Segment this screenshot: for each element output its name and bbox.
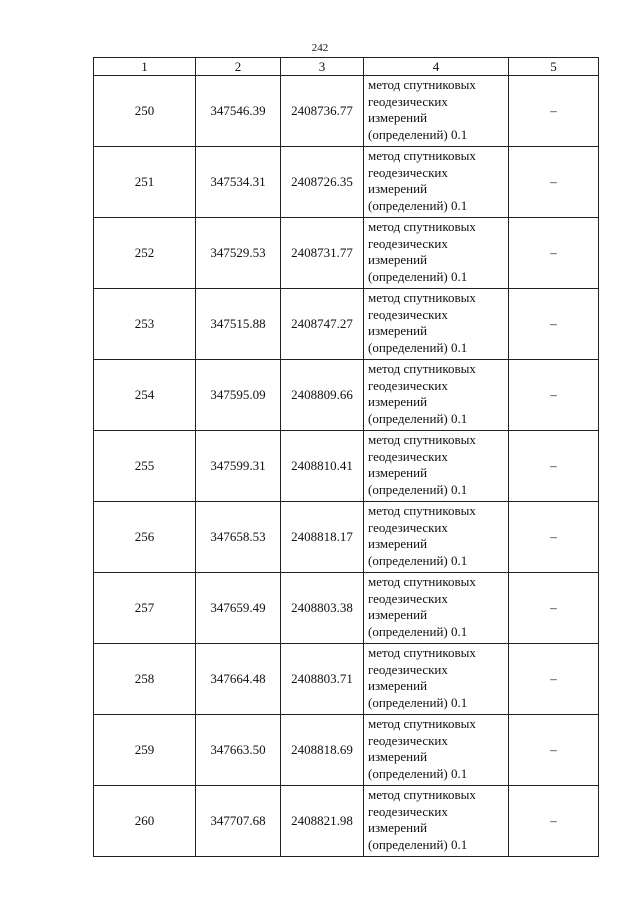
method-line: метод спутниковых [368, 77, 476, 92]
method-line: метод спутниковых [368, 787, 476, 802]
page-number: 242 [311, 42, 329, 54]
method-line: измерений [368, 607, 428, 622]
method-line: метод спутниковых [368, 645, 476, 660]
table-row [94, 218, 599, 289]
method-line: измерений [368, 820, 428, 835]
method-line: (определений) 0.1 [368, 552, 468, 568]
note-cell: – [509, 431, 599, 502]
column-header: 1 [94, 58, 196, 76]
x-coordinate-cell: 347664.48 [196, 644, 281, 715]
x-coordinate-cell: 347663.50 [196, 715, 281, 786]
method-cell [364, 644, 509, 715]
method-line: геодезических [368, 377, 448, 393]
table-row [94, 502, 599, 573]
coordinates-table [93, 57, 599, 857]
table-row [94, 715, 599, 786]
x-coordinate-cell: 347659.49 [196, 573, 281, 644]
method-line: геодезических [368, 306, 448, 322]
method-line: метод спутниковых [368, 574, 476, 589]
column-header: 4 [364, 58, 509, 76]
method-line: геодезических [368, 235, 448, 251]
method-line: (определений) 0.1 [368, 765, 468, 781]
table-row [94, 786, 599, 857]
x-coordinate-cell: 347658.53 [196, 502, 281, 573]
method-line: измерений [368, 678, 428, 693]
table-row [94, 289, 599, 360]
y-coordinate-cell: 2408731.77 [281, 218, 364, 289]
method-cell [364, 289, 509, 360]
method-cell [364, 76, 509, 147]
method-line: измерений [368, 465, 428, 480]
method-line: геодезических [368, 519, 448, 535]
y-coordinate-cell: 2408803.38 [281, 573, 364, 644]
method-line: (определений) 0.1 [368, 836, 468, 852]
note-cell: – [509, 218, 599, 289]
note-cell: – [509, 644, 599, 715]
method-line: (определений) 0.1 [368, 623, 468, 639]
note-cell: – [509, 502, 599, 573]
method-line: метод спутниковых [368, 716, 476, 731]
x-coordinate-cell: 347599.31 [196, 431, 281, 502]
point-number-cell: 258 [94, 644, 196, 715]
note-cell: – [509, 786, 599, 857]
method-line: (определений) 0.1 [368, 694, 468, 710]
method-line: геодезических [368, 448, 448, 464]
y-coordinate-cell: 2408803.71 [281, 644, 364, 715]
x-coordinate-cell: 347595.09 [196, 360, 281, 431]
method-line: геодезических [368, 590, 448, 606]
x-coordinate-cell: 347529.53 [196, 218, 281, 289]
note-cell: – [509, 147, 599, 218]
note-cell: – [509, 360, 599, 431]
table-header-row [94, 58, 599, 76]
y-coordinate-cell: 2408726.35 [281, 147, 364, 218]
method-line: геодезических [368, 93, 448, 109]
method-line: геодезических [368, 803, 448, 819]
table-row [94, 431, 599, 502]
method-cell [364, 786, 509, 857]
method-line: (определений) 0.1 [368, 197, 468, 213]
method-line: метод спутниковых [368, 148, 476, 163]
method-line: измерений [368, 110, 428, 125]
point-number-cell: 253 [94, 289, 196, 360]
method-line: метод спутниковых [368, 219, 476, 234]
point-number-cell: 254 [94, 360, 196, 431]
method-line: измерений [368, 749, 428, 764]
method-cell [364, 573, 509, 644]
note-cell: – [509, 715, 599, 786]
method-cell [364, 218, 509, 289]
note-cell: – [509, 76, 599, 147]
point-number-cell: 255 [94, 431, 196, 502]
method-line: измерений [368, 252, 428, 267]
table-row [94, 360, 599, 431]
y-coordinate-cell: 2408736.77 [281, 76, 364, 147]
method-cell [364, 147, 509, 218]
method-line: (определений) 0.1 [368, 339, 468, 355]
note-cell: – [509, 289, 599, 360]
x-coordinate-cell: 347546.39 [196, 76, 281, 147]
method-line: геодезических [368, 732, 448, 748]
y-coordinate-cell: 2408747.27 [281, 289, 364, 360]
point-number-cell: 251 [94, 147, 196, 218]
method-cell [364, 502, 509, 573]
x-coordinate-cell: 347515.88 [196, 289, 281, 360]
table-row [94, 644, 599, 715]
point-number-cell: 256 [94, 502, 196, 573]
x-coordinate-cell: 347707.68 [196, 786, 281, 857]
y-coordinate-cell: 2408818.17 [281, 502, 364, 573]
table-row [94, 76, 599, 147]
method-line: измерений [368, 394, 428, 409]
column-header: 5 [509, 58, 599, 76]
method-line: метод спутниковых [368, 361, 476, 376]
method-line: геодезических [368, 661, 448, 677]
point-number-cell: 250 [94, 76, 196, 147]
method-line: (определений) 0.1 [368, 410, 468, 426]
method-cell [364, 360, 509, 431]
method-line: метод спутниковых [368, 503, 476, 518]
point-number-cell: 257 [94, 573, 196, 644]
method-line: (определений) 0.1 [368, 268, 468, 284]
column-header: 3 [281, 58, 364, 76]
method-line: (определений) 0.1 [368, 126, 468, 142]
method-line: геодезических [368, 164, 448, 180]
x-coordinate-cell: 347534.31 [196, 147, 281, 218]
y-coordinate-cell: 2408809.66 [281, 360, 364, 431]
point-number-cell: 252 [94, 218, 196, 289]
method-cell [364, 431, 509, 502]
y-coordinate-cell: 2408818.69 [281, 715, 364, 786]
column-header: 2 [196, 58, 281, 76]
method-line: измерений [368, 536, 428, 551]
method-line: (определений) 0.1 [368, 481, 468, 497]
method-cell [364, 715, 509, 786]
y-coordinate-cell: 2408821.98 [281, 786, 364, 857]
y-coordinate-cell: 2408810.41 [281, 431, 364, 502]
table-row [94, 573, 599, 644]
note-cell: – [509, 573, 599, 644]
table-row [94, 147, 599, 218]
point-number-cell: 260 [94, 786, 196, 857]
method-line: метод спутниковых [368, 432, 476, 447]
method-line: измерений [368, 181, 428, 196]
method-line: измерений [368, 323, 428, 338]
point-number-cell: 259 [94, 715, 196, 786]
method-line: метод спутниковых [368, 290, 476, 305]
